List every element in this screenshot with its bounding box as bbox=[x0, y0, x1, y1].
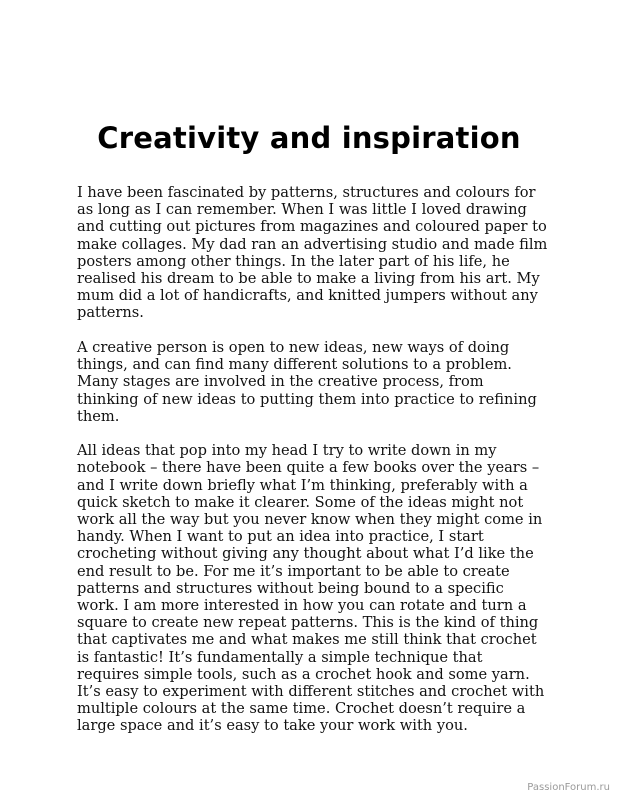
page-title: Creativity and inspiration bbox=[97, 121, 521, 155]
paragraph-3: All ideas that pop into my head I try to write down in my notebook – there have been quite a few books over the years – and I write down briefly what I’m thinking, preferably with a quick sketch to make it clearer. Some of the ideas might not work all the way but you never know when they might come in handy. When I want to put an idea into practice, I start crocheting without giving any thought about what I’d like the end result to be. For me it’s important to be able to create patterns and structures without being bound to a specific work. I am more interested in how you can rotate and turn a square to create new repeat patterns. This is the kind of thing that captivates me and what makes me still think that crochet is fantastic! It’s fundamentally a simple technique that requires simple tools, such as a crochet hook and some yarn. It’s easy to experiment with different stitches and crochet with multiple colours at the same time. Crochet doesn’t require a large space and it’s easy to take your work with you. bbox=[77, 442, 545, 735]
body-text bbox=[77, 184, 549, 752]
paragraph-1: I have been fascinated by patterns, structures and colours for as long as I can remember. When I was little I loved drawing and cutting out pictures from magazines and coloured paper to make collages. My dad ran an advertising studio and made film posters among other things. In the later part of his life, he realised his dream to be able to make a living from his art. My mum did a lot of handicrafts, and knitted jumpers without any patterns. bbox=[77, 184, 548, 322]
paragraph-2: A creative person is open to new ideas, new ways of doing things, and can find many different solutions to a problem. Many stages are involved in the creative process, from thinking of new ideas to putting them into practice to refining them. bbox=[77, 338, 537, 425]
watermark-text: PassionForum.ru bbox=[527, 782, 610, 793]
